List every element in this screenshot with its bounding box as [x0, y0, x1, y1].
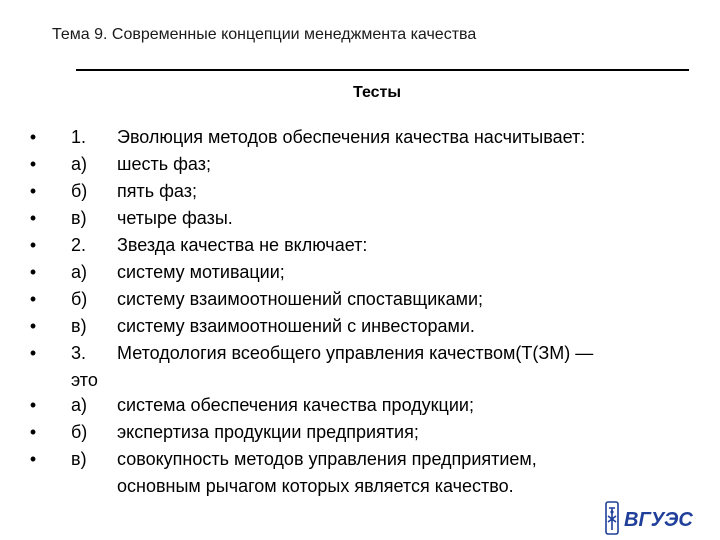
item-text: систему мотивации;	[117, 262, 285, 282]
item-number: а)	[71, 395, 88, 415]
item-text: пять фаз;	[117, 181, 197, 201]
item-number: это	[71, 370, 98, 390]
bullet-icon: •	[29, 422, 37, 442]
item-number: б)	[71, 181, 88, 201]
slide-topic: Тема 9. Современные концепции менеджмента качества	[52, 26, 477, 43]
list-item	[26, 313, 666, 340]
list-item-continuation	[26, 473, 666, 500]
item-text: система обеспечения качества продукции;	[117, 395, 474, 415]
test-list	[26, 124, 666, 500]
item-number: 2.	[71, 235, 87, 255]
item-text: экспертиза продукции предприятия;	[117, 422, 419, 442]
item-number: 3.	[71, 343, 87, 363]
bullet-icon: •	[29, 208, 37, 228]
item-text: Эволюция методов обеспечения качества насчитывает:	[117, 127, 586, 147]
list-item	[26, 151, 666, 178]
bullet-icon: •	[29, 262, 37, 282]
header-divider	[76, 69, 689, 71]
item-text: четыре фазы.	[117, 208, 233, 228]
list-item	[26, 286, 666, 313]
item-number: в)	[71, 449, 87, 469]
list-item-continuation	[26, 367, 666, 392]
slide-heading: Тесты	[352, 84, 402, 101]
item-text: систему взаимоотношений споставщиками;	[117, 289, 484, 309]
list-item	[26, 232, 666, 259]
bullet-icon: •	[29, 127, 37, 147]
item-number: б)	[71, 289, 88, 309]
item-number: 1.	[71, 127, 87, 147]
bullet-icon: •	[29, 316, 37, 336]
bullet-icon: •	[29, 449, 37, 469]
item-number: а)	[71, 262, 88, 282]
list-item	[26, 419, 666, 446]
item-text: систему взаимоотношений с инвесторами.	[117, 316, 475, 336]
item-number: в)	[71, 316, 87, 336]
list-item	[26, 392, 666, 419]
bullet-icon: •	[29, 181, 37, 201]
item-text: шесть фаз;	[117, 154, 211, 174]
list-item	[26, 124, 666, 151]
item-text: Звезда качества не включает:	[117, 235, 368, 255]
item-text: совокупность методов управления предприятием,	[117, 449, 537, 469]
logo-text: ВГУЭС	[624, 509, 693, 531]
item-number: в)	[71, 208, 87, 228]
item-text: основным рычагом которых является качество.	[117, 476, 514, 496]
bullet-icon: •	[29, 289, 37, 309]
list-item	[26, 446, 666, 473]
item-number: а)	[71, 154, 88, 174]
bullet-icon: •	[29, 235, 37, 255]
item-text: Методология всеобщего управления качеством(Т(ЗМ) —	[117, 343, 594, 363]
list-item	[26, 340, 666, 367]
bullet-icon: •	[29, 395, 37, 415]
item-number: б)	[71, 422, 88, 442]
university-logo	[604, 500, 704, 536]
list-item	[26, 205, 666, 232]
bullet-icon: •	[29, 154, 37, 174]
bullet-icon: •	[29, 343, 37, 363]
logo-emblem-icon	[606, 502, 618, 534]
list-item	[26, 259, 666, 286]
list-item	[26, 178, 666, 205]
